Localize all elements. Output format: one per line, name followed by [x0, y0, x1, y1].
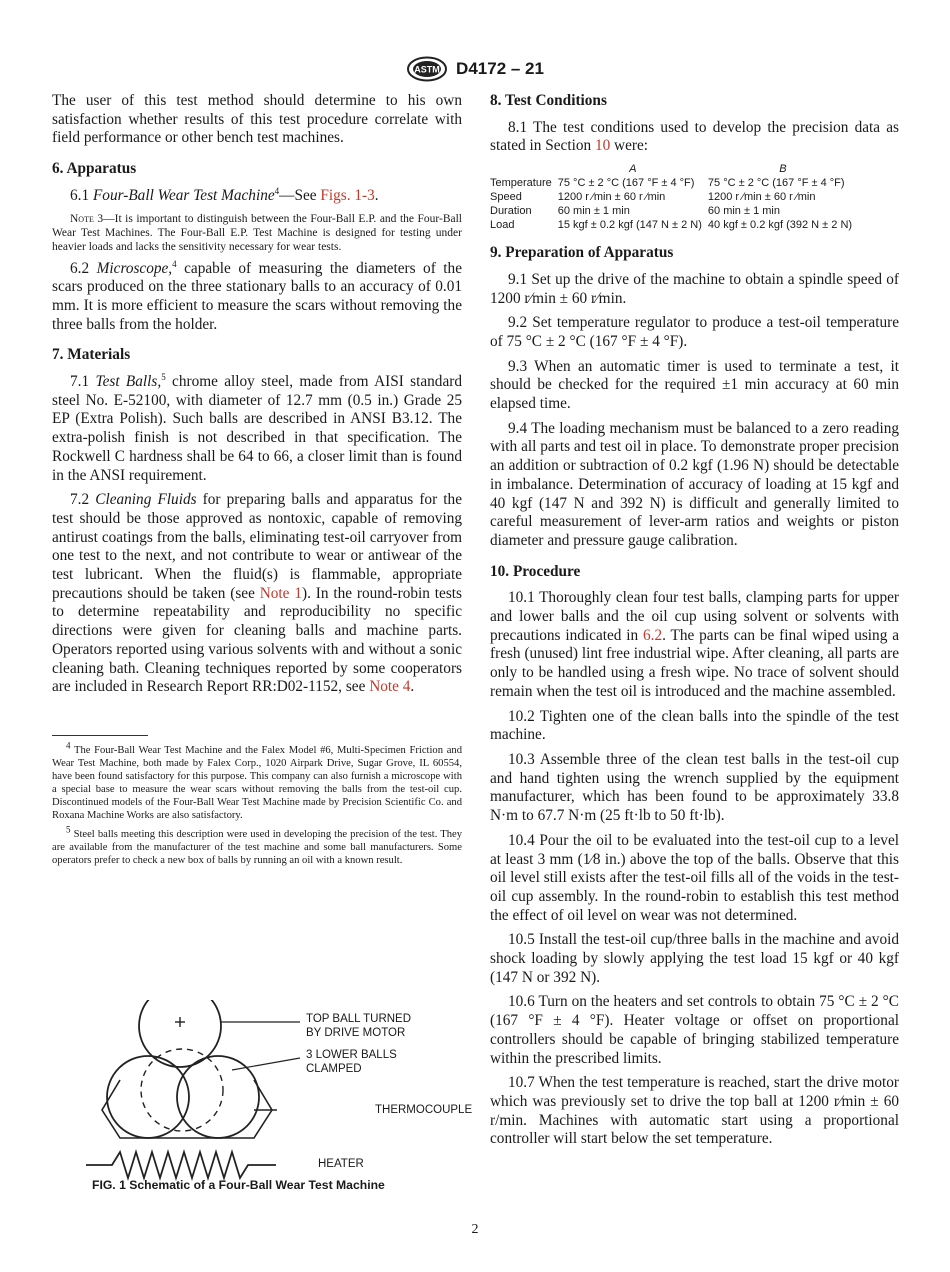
- paragraph-6-2: 6.2 Microscope,$^4$ capable of measuring the diameters of the scars produced on the three stationary balls to an accuracy of 0.01 mm. It is more efficient to measure the scars without removing the three balls from the holder.: [52, 258, 462, 333]
- footnote-divider: [52, 735, 148, 736]
- section-6-title: 6. Apparatus: [52, 160, 137, 178]
- right-column: [490, 92, 899, 1155]
- table-row: Speed 1200 r ⁄min ± 60 r ⁄min 1200 r ⁄min ± 60 r ⁄min: [490, 191, 816, 204]
- label-thermocouple: THERMOCOUPLE: [375, 1104, 473, 1116]
- label-lower-balls: 3 LOWER BALLS CLAMPED: [306, 1049, 397, 1075]
- paragraph-10-6: 10.6 Turn on the heaters and set controls to obtain 75 °C ± 2 °C (167 °F ± 4 °F). Heater voltage or offset on proportional controllers should be capable of bringing stabilized temperature within the prescribed limits.: [490, 993, 899, 1067]
- paragraph-8-1: 8.1 The test conditions used to develop the precision data as stated in Section 10 were:: [490, 118, 899, 155]
- figure-1-caption: FIG. 1 Schematic of a Four-Ball Wear Test Machine: [92, 1178, 385, 1192]
- column-a-header: A: [629, 163, 637, 176]
- note-3: Note 3—It is important to distinguish between the Four-Ball E.P. and the Four-Ball Wear Test Machines. The Four-Ball E.P. Test Machine is designed for testing under heavier loads and lacks the sensitivity necessary for wear tests.: [52, 212, 462, 253]
- table-header-row: [490, 162, 858, 176]
- label-top-ball: TOP BALL TURNED BY DRIVE MOTOR: [306, 1013, 412, 1039]
- section-9-title: 9. Preparation of Apparatus: [490, 244, 674, 262]
- svg-text:ASTM: ASTM: [414, 64, 440, 75]
- paragraph-10-2: 10.2 Tighten one of the clean balls into the spindle of the test machine.: [490, 707, 899, 744]
- paragraph-7-2: 7.2 Cleaning Fluids for preparing balls and apparatus for the test should be those approved as nontoxic, capable of removing antirust coatings from the balls, eliminating test-oil carryover from one test to the next, and not contribute to wear or antiwear of the test lubricant. When the fluid(s) is flammable, appropriate precautions should be taken (see Note 1). In the round-robin tests to determine repeatability and reproducibility no specific directions were given for cleaning balls and machine parts. Operators reported using various solvents with and without a sonic cleaning bath. Cleaning techniques reported by some cooperators are included in Research Report RR:D02-1152, see Note 4.: [52, 491, 462, 696]
- figure-1: [72, 1000, 472, 1200]
- section-7-title: 7. Materials: [52, 346, 131, 364]
- document-id: D4172 – 21: [456, 59, 544, 78]
- page-header: [0, 56, 950, 82]
- paragraph-10-3: 10.3 Assemble three of the clean test balls in the test-oil cup and hand tighten using the wrench supplied by the equipment manufacturer, which has been found to be approximately 33.8 N·m to 67.7 N·m (25 ft·lb to 50 ft·lb).: [490, 750, 899, 825]
- footnote-4: $^4$ The Four-Ball Wear Test Machine and the Falex Model #6, Multi-Specimen Friction and Wear Test Machine, both made by Falex Corp., 1020 Airpark Drive, Sugar Grove, IL 60554, have been found satisfactory for this purpose. This company can also furnish a microscope with a special base to measure the wear scars without removing the balls from the test-oil cup. Discontinued models of the Four-Ball Wear Test Machine made by Precision Scientific Co. and Roxana Machine Works are also satisfactory.: [52, 740, 462, 821]
- page-number: 2: [471, 1222, 479, 1237]
- paragraph-10-7: 10.7 When the test temperature is reached, start the drive motor which was previously set to drive the top ball at 1200 r⁄min ± 60 r/min. Machines with automatic start using a proportional controller will start below the set temperature.: [490, 1074, 899, 1148]
- table-row: Temperature 75 °C ± 2 °C (167 °F ± 4 °F) 75 °C ± 2 °C (167 °F ± 4 °F): [490, 177, 845, 190]
- heater-zigzag: [86, 1152, 276, 1178]
- paragraph-9-2: 9.2 Set temperature regulator to produce a test-oil temperature of 75 °C ± 2 °C (167 °F ± 4 °F).: [490, 314, 899, 350]
- astm-logo-icon: [406, 56, 448, 82]
- paragraph-9-3: 9.3 When an automatic timer is used to terminate a test, it should be checked for the required ±1 min accuracy at 60 min elapsed time.: [490, 357, 899, 413]
- paragraph-10-4: 10.4 Pour the oil to be evaluated into the test-oil cup to a level at least 3 mm (1⁄8 in.) above the top of the balls. Observe that this oil level still exists after the test-oil fills all of the voids in the test-oil cup assembly. In the round-robin to establish this test method the effect of oil level on wear was not determined.: [490, 831, 899, 924]
- label-heater: HEATER: [318, 1158, 364, 1170]
- paragraph-7-1: 7.1 Test Balls,$^5$ chrome alloy steel, made from AISI standard steel No. E-52100, with diameter of 12.7 mm (0.5 in.) Grade 25 EP (Extra Polish). Such balls are described in ANSI B3.12. The extra-polish finish is not described in that specification. The Rockwell C hardness shall be 64 to 66, a closer limit than is found in the ANSI requirement.: [52, 371, 462, 484]
- note-4-link[interactable]: Note 4: [369, 678, 411, 696]
- section-10-link[interactable]: 10: [594, 137, 611, 155]
- section-10-title: 10. Procedure: [490, 562, 581, 580]
- test-conditions-table: [490, 162, 858, 232]
- table-row: Duration 60 min ± 1 min 60 min ± 1 min: [490, 205, 780, 218]
- paragraph-9-4: 9.4 The loading mechanism must be balanced to a zero reading with all parts and test oil in place. To demonstrate proper precision an addition or subtraction of 0.2 kgf (1.96 N) should be detectable in imbalance. Determination of accuracy of loading at 15 kgf and 40 kgf (147 N and 392 N) is difficult and generally limited to careful measurement of lever-arm ratios and weights or piston diameter and pressure gauge calibration.: [490, 419, 899, 549]
- footnote-5: $^5$ Steel balls meeting this description were used in developing the precision of the test. They are available from the manufacturer of the test machine and some ball manufacturers. Some operators prefer to check a new box of balls by running an oil with a known result.: [52, 824, 462, 866]
- column-b-header: B: [779, 163, 787, 176]
- paragraph-9-1: 9.1 Set up the drive of the machine to obtain a spindle speed of 1200 r⁄min ± 60 r⁄min.: [490, 270, 899, 307]
- figs-link[interactable]: Figs. 1-3: [320, 186, 375, 204]
- section-6-2-link[interactable]: 6.2: [643, 626, 663, 644]
- table-row: Load 15 kgf ± 0.2 kgf (147 N ± 2 N) 40 kgf ± 0.2 kgf (392 N ± 2 N): [490, 219, 853, 232]
- section-8-title: 8. Test Conditions: [490, 92, 607, 109]
- note-1-link[interactable]: Note 1: [259, 584, 302, 602]
- four-ball-schematic: [72, 1000, 472, 1200]
- paragraph-10-5: 10.5 Install the test-oil cup/three balls in the machine and avoid shock loading by slowly applying the test load 15 kgf or 40 kgf (147 N or 392 N).: [490, 931, 899, 986]
- intro-paragraph: The user of this test method should determine to his own satisfaction whether results of this test procedure correlate with field performance or other bench test machines.: [52, 92, 462, 147]
- paragraph-6-1: 6.1 Four-Ball Wear Test Machine$^4$—See Figs. 1-3.: [70, 185, 379, 204]
- left-column: [52, 92, 462, 873]
- paragraph-10-1: 10.1 Thoroughly clean four test balls, clamping parts for upper and lower balls and the oil cup using solvent or solvents with precautions indicated in 6.2. The parts can be final wiped using a fresh (unused) lint free industrial wipe. After cleaning, all parts are only to be handled using a fresh wipe. No trace of solvent should remain when the test oil is introduced and the machine assembled.: [490, 589, 899, 700]
